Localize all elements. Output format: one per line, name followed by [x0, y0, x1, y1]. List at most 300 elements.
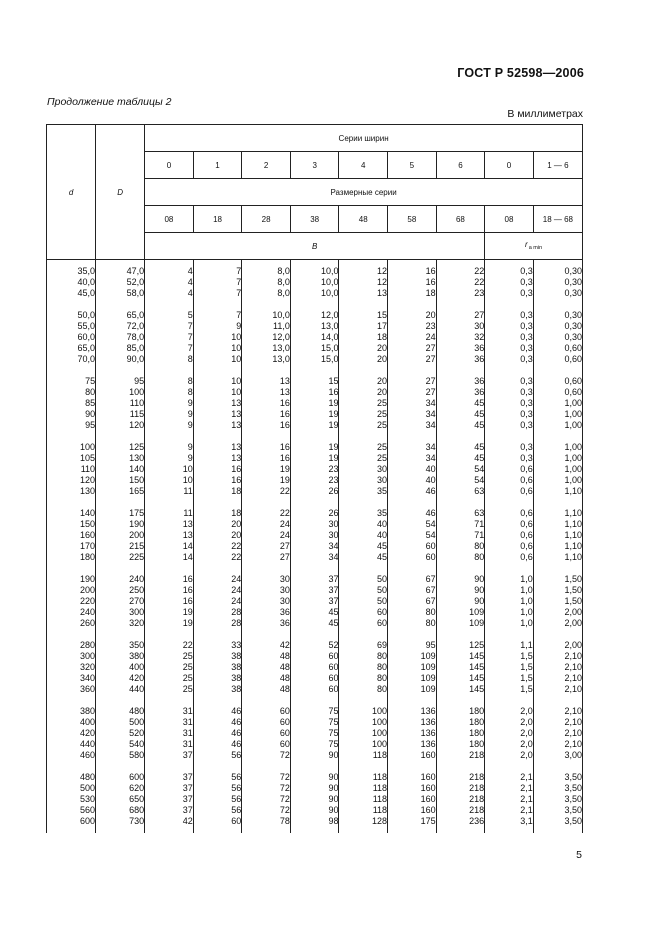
table-cell: 20: [193, 530, 242, 541]
table-cell: 160: [388, 794, 437, 805]
table-cell: 37: [290, 585, 339, 596]
spacer-cell: [193, 563, 242, 574]
table-cell: 52,0: [96, 277, 145, 288]
table-cell: 175: [96, 508, 145, 519]
table-row: [47, 387, 583, 398]
table-cell: 1,10: [533, 486, 582, 497]
table-cell: 360: [47, 684, 96, 695]
table-cell: 35,0: [47, 266, 96, 277]
table-row: [47, 618, 583, 629]
table-cell: 24: [242, 530, 291, 541]
table-cell: 340: [47, 673, 96, 684]
table-cell: 10: [193, 332, 242, 343]
table-cell: 20: [339, 376, 388, 387]
table-row: [47, 277, 583, 288]
spacer-cell: [339, 497, 388, 508]
table-cell: 78: [242, 816, 291, 827]
table-cell: 16: [242, 409, 291, 420]
table-cell: 16: [242, 398, 291, 409]
table-cell: 10: [145, 475, 194, 486]
table-cell: 2,0: [485, 706, 534, 717]
table-cell: 1,00: [533, 398, 582, 409]
table-cell: 16: [145, 596, 194, 607]
table-cell: 15,0: [290, 354, 339, 365]
table-cell: 60: [290, 673, 339, 684]
table-cell: 2,0: [485, 739, 534, 750]
table-cell: 12: [339, 266, 388, 277]
table-cell: 18: [193, 486, 242, 497]
table-cell: 90: [436, 574, 485, 585]
table-cell: 9: [145, 442, 194, 453]
table-cell: 30: [242, 596, 291, 607]
table-cell: 240: [47, 607, 96, 618]
table-cell: 30: [290, 530, 339, 541]
table-cell: 15: [339, 310, 388, 321]
table-cell: 12,0: [290, 310, 339, 321]
table-row: [47, 739, 583, 750]
spacer-cell: [96, 827, 145, 833]
table-cell: 1,10: [533, 552, 582, 563]
table-cell: 19: [145, 618, 194, 629]
spacer-cell: [193, 497, 242, 508]
table-row: [47, 772, 583, 783]
spacer-cell: [485, 299, 534, 310]
spacer-cell: [485, 761, 534, 772]
table-cell: 90: [47, 409, 96, 420]
table-cell: 190: [96, 519, 145, 530]
table-cell: 46: [388, 508, 437, 519]
table-row: [47, 288, 583, 299]
table-cell: 9: [193, 321, 242, 332]
table-cell: 23: [436, 288, 485, 299]
table-cell: 54: [436, 464, 485, 475]
table-cell: 225: [96, 552, 145, 563]
table-cell: 0,30: [533, 277, 582, 288]
table-cell: 300: [47, 651, 96, 662]
spacer-row: [47, 563, 583, 574]
spacer-row: [47, 299, 583, 310]
table-cell: 110: [47, 464, 96, 475]
table-cell: 45: [339, 552, 388, 563]
table-row: [47, 376, 583, 387]
table-cell: 100: [339, 717, 388, 728]
table-cell: 36: [436, 343, 485, 354]
spacer-cell: [388, 695, 437, 706]
table-cell: 72: [242, 794, 291, 805]
table-cell: 0,3: [485, 266, 534, 277]
table-cell: 16: [242, 442, 291, 453]
width-series-cell: 2: [242, 152, 291, 179]
table-row: [47, 530, 583, 541]
table-cell: 4: [145, 277, 194, 288]
spacer-cell: [533, 563, 582, 574]
table-cell: 27: [242, 541, 291, 552]
width-series-cell: 6: [436, 152, 485, 179]
spacer-cell: [290, 497, 339, 508]
table-cell: 130: [47, 486, 96, 497]
spacer-row: [47, 827, 583, 833]
table-cell: 35: [339, 486, 388, 497]
table-cell: 109: [436, 607, 485, 618]
table-cell: 180: [47, 552, 96, 563]
table-cell: 38: [193, 662, 242, 673]
table-cell: 40: [339, 530, 388, 541]
table-cell: 7: [193, 266, 242, 277]
table-cell: 30: [242, 574, 291, 585]
table-cell: 30: [242, 585, 291, 596]
page-number: 5: [576, 849, 582, 861]
table-cell: 46: [193, 739, 242, 750]
table-row: [47, 464, 583, 475]
table-cell: 218: [436, 772, 485, 783]
table-cell: 1,00: [533, 442, 582, 453]
table-row: [47, 596, 583, 607]
size-series-cell: 18 — 68: [533, 206, 582, 233]
table-cell: 22: [193, 541, 242, 552]
table-row: [47, 519, 583, 530]
table-cell: 680: [96, 805, 145, 816]
header-width-series-title: Серии ширин: [145, 125, 583, 152]
table-cell: 2,0: [485, 717, 534, 728]
table-cell: 100: [339, 728, 388, 739]
spacer-cell: [145, 299, 194, 310]
table-cell: 140: [47, 508, 96, 519]
table-cell: 7: [193, 277, 242, 288]
table-cell: 85: [47, 398, 96, 409]
table-cell: 71: [436, 530, 485, 541]
table-cell: 16: [193, 475, 242, 486]
table-cell: 2,10: [533, 684, 582, 695]
table-cell: 0,30: [533, 288, 582, 299]
table-cell: 25: [339, 453, 388, 464]
table-cell: 160: [388, 750, 437, 761]
table-cell: 40: [339, 519, 388, 530]
table-cell: 18: [193, 508, 242, 519]
spacer-cell: [339, 629, 388, 640]
table-cell: 22: [242, 486, 291, 497]
table-cell: 34: [290, 541, 339, 552]
table-cell: 100: [47, 442, 96, 453]
table-cell: 90,0: [96, 354, 145, 365]
width-series-cell: 4: [339, 152, 388, 179]
table-cell: 55,0: [47, 321, 96, 332]
table-cell: 34: [388, 453, 437, 464]
table-cell: 1,50: [533, 596, 582, 607]
table-cell: 75: [290, 717, 339, 728]
table-row: [47, 420, 583, 431]
table-cell: 72: [242, 772, 291, 783]
table-cell: 380: [96, 651, 145, 662]
spacer-cell: [96, 563, 145, 574]
table-cell: 48: [242, 673, 291, 684]
spacer-cell: [47, 431, 96, 442]
table-cell: 37: [145, 794, 194, 805]
table-row: [47, 684, 583, 695]
table-row: [47, 453, 583, 464]
table-cell: 25: [145, 662, 194, 673]
table-cell: 0,30: [533, 321, 582, 332]
table-cell: 350: [96, 640, 145, 651]
table-cell: 620: [96, 783, 145, 794]
spacer-row: [47, 497, 583, 508]
spacer-cell: [96, 629, 145, 640]
spacer-cell: [533, 431, 582, 442]
table-cell: 7: [145, 343, 194, 354]
table-cell: 440: [47, 739, 96, 750]
table-cell: 56: [193, 750, 242, 761]
table-cell: 125: [436, 640, 485, 651]
spacer-cell: [290, 299, 339, 310]
table-cell: 45: [436, 442, 485, 453]
table-cell: 45: [290, 618, 339, 629]
table-cell: 2,00: [533, 640, 582, 651]
table-cell: 0,3: [485, 288, 534, 299]
table-cell: 27: [436, 310, 485, 321]
table-cell: 37: [145, 750, 194, 761]
table-cell: 400: [47, 717, 96, 728]
table-cell: 110: [96, 398, 145, 409]
table-header: [47, 125, 583, 260]
table-cell: 1,00: [533, 475, 582, 486]
table-cell: 0,3: [485, 354, 534, 365]
table-cell: 36: [436, 387, 485, 398]
spacer-cell: [533, 695, 582, 706]
table-cell: 0,3: [485, 310, 534, 321]
table-cell: 46: [388, 486, 437, 497]
bearing-dimensions-table: [46, 124, 583, 833]
spacer-cell: [339, 563, 388, 574]
table-cell: 27: [242, 552, 291, 563]
spacer-cell: [145, 563, 194, 574]
table-cell: 2,10: [533, 662, 582, 673]
table-row: [47, 409, 583, 420]
spacer-cell: [290, 629, 339, 640]
table-cell: 0,6: [485, 541, 534, 552]
table-cell: 45,0: [47, 288, 96, 299]
table-cell: 218: [436, 805, 485, 816]
table-cell: 118: [339, 750, 388, 761]
table-cell: 80: [339, 662, 388, 673]
table-row: [47, 728, 583, 739]
r-symbol: r: [525, 239, 528, 249]
table-cell: 45: [436, 398, 485, 409]
table-cell: 2,1: [485, 772, 534, 783]
size-series-cell: 38: [290, 206, 339, 233]
table-cell: 18: [388, 288, 437, 299]
table-cell: 38: [193, 651, 242, 662]
table-cell: 7: [193, 310, 242, 321]
table-cell: 0,60: [533, 387, 582, 398]
size-series-cell: 48: [339, 206, 388, 233]
table-cell: 1,00: [533, 453, 582, 464]
spacer-row: [47, 365, 583, 376]
table-cell: 1,0: [485, 618, 534, 629]
table-cell: 136: [388, 739, 437, 750]
table-cell: 180: [436, 728, 485, 739]
table-cell: 34: [388, 409, 437, 420]
table-cell: 136: [388, 706, 437, 717]
table-cell: 54: [436, 475, 485, 486]
width-series-cell: 1: [193, 152, 242, 179]
table-cell: 2,0: [485, 750, 534, 761]
table-cell: 37: [145, 805, 194, 816]
table-cell: 50: [339, 574, 388, 585]
table-cell: 10,0: [290, 288, 339, 299]
table-cell: 8,0: [242, 277, 291, 288]
table-cell: 38: [193, 684, 242, 695]
table-cell: 56: [193, 783, 242, 794]
table-cell: 7: [193, 288, 242, 299]
table-cell: 34: [388, 398, 437, 409]
table-cell: 30: [290, 519, 339, 530]
table-cell: 37: [290, 574, 339, 585]
table-cell: 12,0: [242, 332, 291, 343]
table-cell: 60: [242, 728, 291, 739]
size-series-cell: 28: [242, 206, 291, 233]
table-cell: 46: [193, 728, 242, 739]
table-row: [47, 343, 583, 354]
table-row: [47, 662, 583, 673]
table-cell: 0,3: [485, 343, 534, 354]
table-cell: 1,00: [533, 420, 582, 431]
table-cell: 180: [436, 717, 485, 728]
table-cell: 37: [145, 772, 194, 783]
table-cell: 460: [47, 750, 96, 761]
table-row: [47, 552, 583, 563]
table-cell: 440: [96, 684, 145, 695]
table-cell: 2,10: [533, 706, 582, 717]
table-row: [47, 354, 583, 365]
table-cell: 2,0: [485, 728, 534, 739]
spacer-cell: [290, 761, 339, 772]
table-cell: 3,50: [533, 805, 582, 816]
table-row: [47, 816, 583, 827]
table-cell: 2,00: [533, 607, 582, 618]
spacer-cell: [436, 629, 485, 640]
table-cell: 13: [242, 376, 291, 387]
table-cell: 30: [339, 475, 388, 486]
table-cell: 0,3: [485, 420, 534, 431]
table-cell: 0,6: [485, 475, 534, 486]
table-cell: 80: [388, 607, 437, 618]
spacer-cell: [242, 563, 291, 574]
table-cell: 3,50: [533, 794, 582, 805]
table-cell: 100: [339, 706, 388, 717]
table-cell: 0,3: [485, 453, 534, 464]
spacer-cell: [533, 365, 582, 376]
spacer-cell: [96, 299, 145, 310]
table-cell: 13,0: [290, 321, 339, 332]
table-cell: 500: [47, 783, 96, 794]
table-cell: 13,0: [242, 354, 291, 365]
spacer-cell: [193, 761, 242, 772]
table-cell: 75: [47, 376, 96, 387]
table-cell: 60: [290, 684, 339, 695]
table-cell: 60: [242, 706, 291, 717]
table-cell: 90: [290, 805, 339, 816]
spacer-cell: [145, 629, 194, 640]
table-cell: 730: [96, 816, 145, 827]
table-cell: 36: [436, 354, 485, 365]
table-cell: 11: [145, 486, 194, 497]
table-cell: 215: [96, 541, 145, 552]
table-cell: 10: [193, 343, 242, 354]
table-cell: 180: [436, 739, 485, 750]
table-cell: 90: [290, 772, 339, 783]
table-cell: 47,0: [96, 266, 145, 277]
table-cell: 0,6: [485, 486, 534, 497]
table-cell: 19: [145, 607, 194, 618]
header-D: D: [96, 125, 145, 260]
spacer-cell: [47, 761, 96, 772]
table-cell: 0,3: [485, 398, 534, 409]
table-cell: 0,30: [533, 310, 582, 321]
table-cell: 31: [145, 706, 194, 717]
table-cell: 52: [290, 640, 339, 651]
table-cell: 58,0: [96, 288, 145, 299]
spacer-cell: [533, 761, 582, 772]
table-cell: 30: [339, 464, 388, 475]
table-row: [47, 783, 583, 794]
table-cell: 0,60: [533, 376, 582, 387]
table-cell: 1,10: [533, 519, 582, 530]
table-cell: 35: [339, 508, 388, 519]
table-cell: 540: [96, 739, 145, 750]
table-cell: 75: [290, 728, 339, 739]
table-cell: 80: [388, 618, 437, 629]
spacer-cell: [339, 695, 388, 706]
table-cell: 4: [145, 266, 194, 277]
table-cell: 80: [436, 552, 485, 563]
table-cell: 60: [290, 662, 339, 673]
spacer-cell: [533, 299, 582, 310]
table-cell: 23: [290, 464, 339, 475]
spacer-cell: [47, 827, 96, 833]
spacer-cell: [96, 497, 145, 508]
table-row: [47, 442, 583, 453]
table-cell: 1,50: [533, 574, 582, 585]
spacer-cell: [388, 629, 437, 640]
table-cell: 19: [290, 442, 339, 453]
table-row: [47, 266, 583, 277]
table-cell: 650: [96, 794, 145, 805]
spacer-cell: [145, 695, 194, 706]
table-cell: 140: [96, 464, 145, 475]
table-cell: 118: [339, 805, 388, 816]
table-cell: 0,3: [485, 277, 534, 288]
table-cell: 580: [96, 750, 145, 761]
table-cell: 236: [436, 816, 485, 827]
table-cell: 11: [145, 508, 194, 519]
table-cell: 136: [388, 728, 437, 739]
header-size-series-title: Размерные серии: [145, 179, 583, 206]
table-cell: 25: [339, 442, 388, 453]
table-cell: 70,0: [47, 354, 96, 365]
table-cell: 78,0: [96, 332, 145, 343]
spacer-cell: [47, 695, 96, 706]
table-cell: 150: [96, 475, 145, 486]
spacer-cell: [242, 365, 291, 376]
table-cell: 145: [436, 684, 485, 695]
table-cell: 9: [145, 409, 194, 420]
table-cell: 0,60: [533, 343, 582, 354]
spacer-cell: [96, 365, 145, 376]
spacer-cell: [47, 563, 96, 574]
spacer-cell: [388, 299, 437, 310]
table-cell: 200: [47, 585, 96, 596]
table-cell: 75: [290, 739, 339, 750]
table-row: [47, 574, 583, 585]
